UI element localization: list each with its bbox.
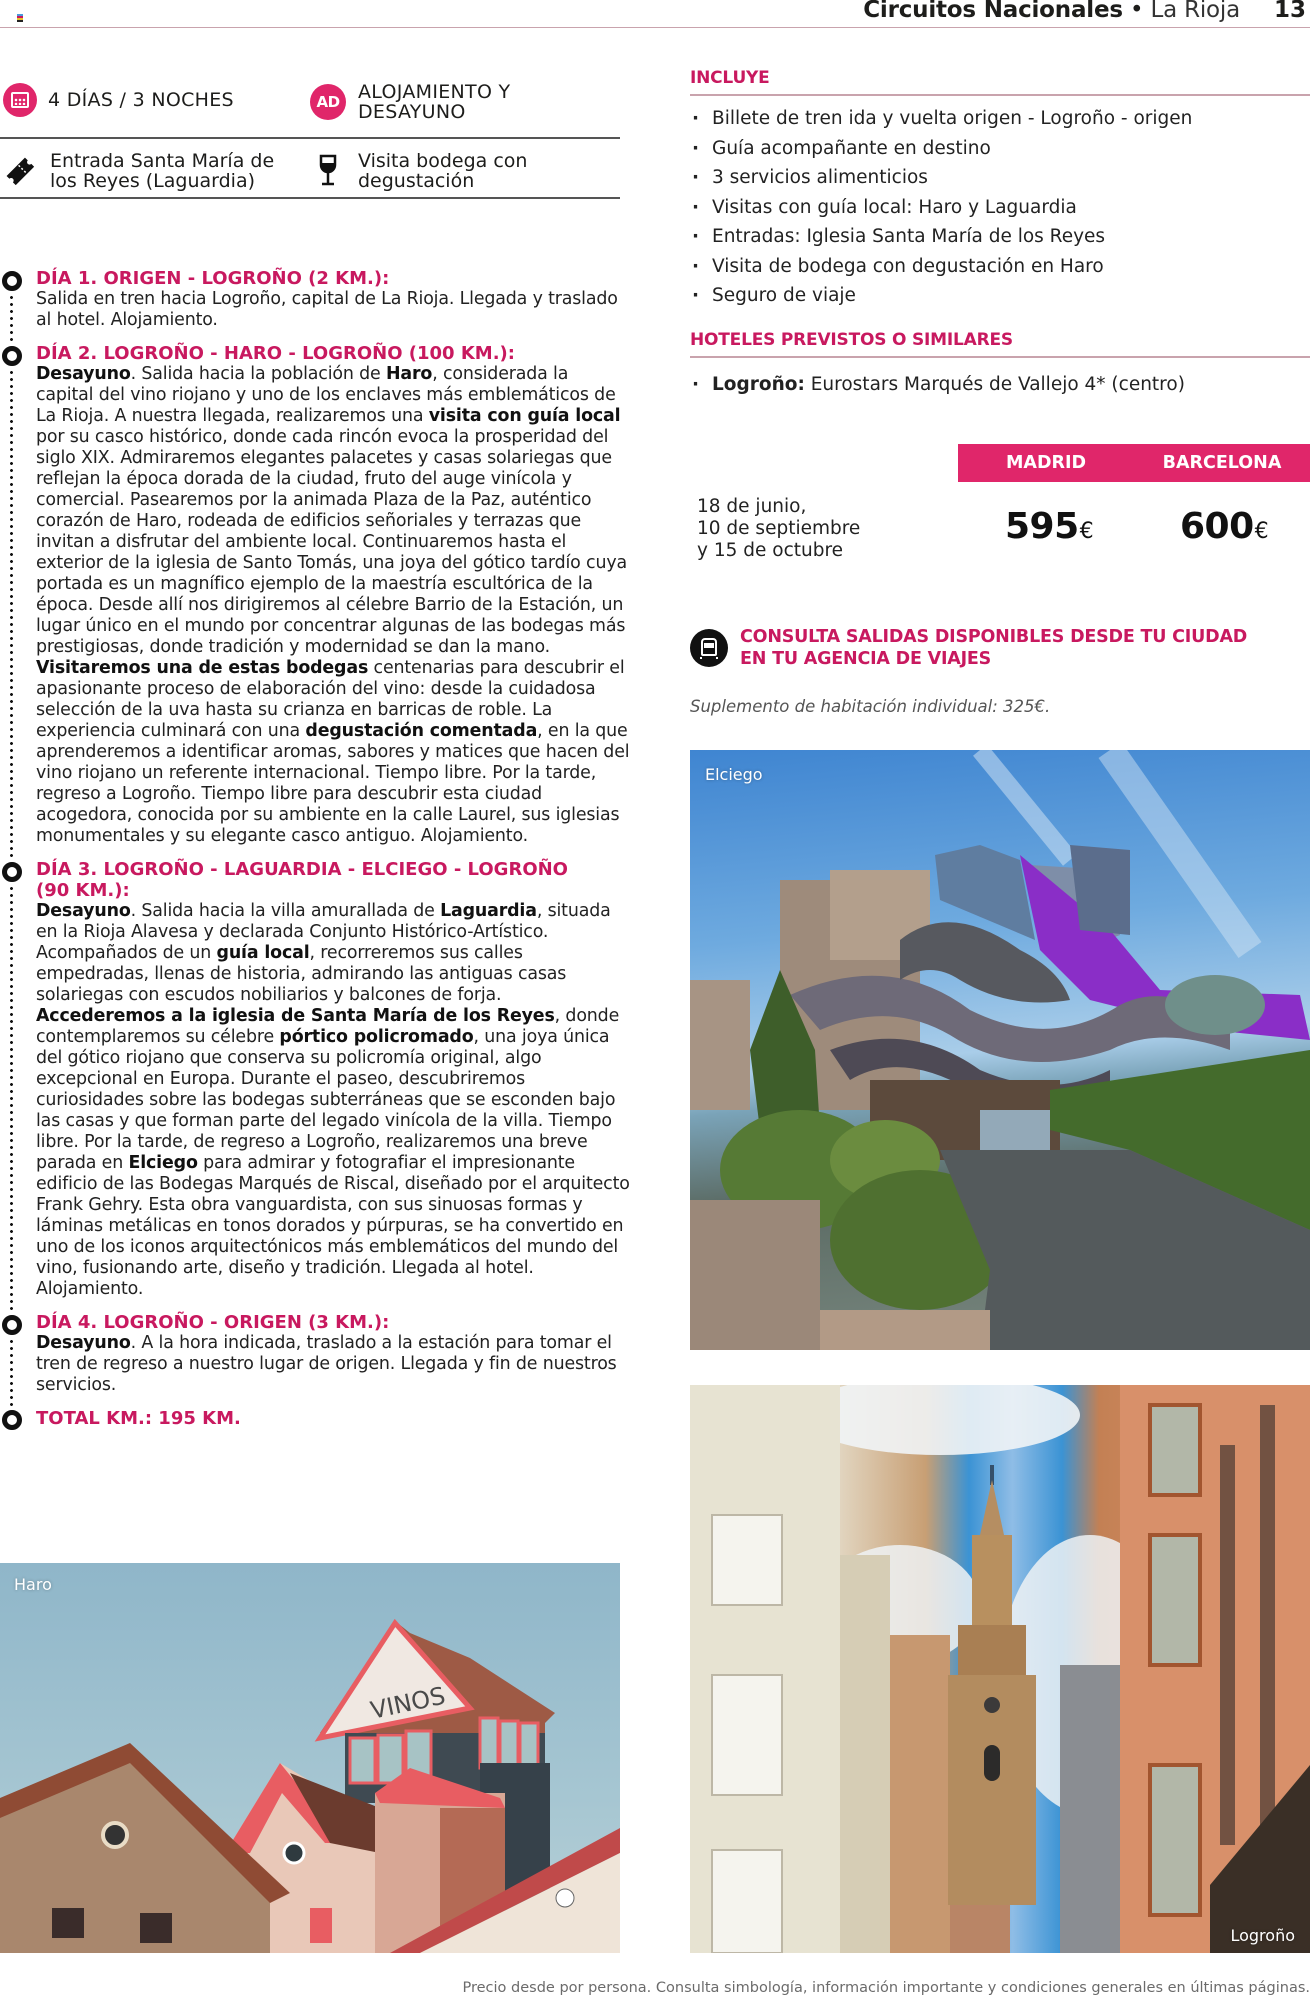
incluye-heading: INCLUYE <box>690 68 1310 96</box>
itinerary-day-1 <box>0 268 630 331</box>
title-separator: • <box>1122 0 1151 23</box>
itinerary-total <box>0 1408 630 1429</box>
timeline-bullet-icon <box>2 271 22 291</box>
day-description: Desayuno. Salida hacia la población de Haro, considerada la capital del vino riojano y uno de los enclaves más emblemáticos de La Rioja. A nuestra llegada, realizaremos una visita con guía local por su casco histórico, donde cada rincón evoca la prosperidad del siglo XIX. Admiraremos elegantes palacetes y casas solariegas que reflejan la época dorada de la ciudad, fruto del auge vinícola y comercial. Pasearemos por la animada Plaza de la Paz, auténtico corazón de Haro, rodeada de edificios señoriales y terrazas que invitan a disfrutar del ambiente local. Continuaremos hasta el exterior de la iglesia de Santo Tomás, una joya del gótico tardío cuya portada es un magnífico ejemplo de la maestría escultórica de la época. Desde allí nos dirigiremos al célebre Barrio de la Estación, un lugar único en el mundo por concentrar algunas de las bodegas más prestigiosas, donde tradición y modernidad se dan la mano. Visitaremos una de estas bodegas centenarias para descubrir el apasionante proceso de elaboración del vino: desde la cuidadosa selección de la uva hasta su crianza en barricas de roble. La experiencia culminará con una degustación comentada, en la que aprenderemos a identificar aromas, sabores y matices que hacen del vino riojano un referente internacional. Tiempo libre. Por la tarde, regreso a Logroño. Tiempo libre para descubrir esta ciudad acogedora, conocida por su ambiente en la calle Laurel, sus iglesias monumentales y su elegante casco antiguo. Alojamiento. <box>36 364 630 846</box>
hotel-name: Eurostars Marqués de Vallejo 4* (centro) <box>804 373 1185 395</box>
consulta-notice <box>690 626 1247 670</box>
photo-elciego <box>690 750 1310 1350</box>
ad-badge-icon: AD <box>310 84 346 120</box>
day-title: DÍA 2. LOGROÑO - HARO - LOGROÑO (100 KM.): <box>36 343 515 364</box>
photo-caption: Elciego <box>705 765 763 784</box>
feature-row <box>0 139 620 199</box>
hoteles-heading: HOTELES PREVISTOS O SIMILARES <box>690 330 1310 358</box>
timeline-dotted-line <box>10 885 13 1310</box>
timeline-bullet-icon <box>2 1410 22 1430</box>
list-item: · Visitas con guía local: Haro y Laguardia <box>690 193 1310 223</box>
total-km: TOTAL KM.: 195 KM. <box>36 1408 241 1429</box>
departure-dates: 18 de junio, 10 de septiembre y 15 de octubre <box>697 496 861 561</box>
timeline-bullet-icon <box>2 862 22 882</box>
itinerary-day-3 <box>0 859 630 1300</box>
consulta-text: CONSULTA SALIDAS DISPONIBLES DESDE TU CIUDAD EN TU AGENCIA DE VIAJES <box>740 627 1248 669</box>
day-description: Salida en tren hacia Logroño, capital de La Rioja. Llegada y traslado al hotel. Alojamiento. <box>36 289 618 330</box>
price-barcelona: 600€ <box>1180 506 1269 547</box>
calendar-icon <box>2 82 38 118</box>
price-table-header <box>958 444 1310 482</box>
photo-caption: Haro <box>14 1575 52 1594</box>
list-item: · Visita de bodega con degustación en Haro <box>690 252 1310 282</box>
list-item: · Seguro de viaje <box>690 281 1310 311</box>
page-header <box>0 0 1310 28</box>
list-item: · 3 servicios alimenticios <box>690 163 1310 193</box>
feature-board <box>310 82 510 122</box>
timeline-dotted-line <box>10 369 13 857</box>
section-title-region: La Rioja <box>1150 0 1240 23</box>
page-number: 13 <box>1273 0 1306 23</box>
photo-haro <box>0 1563 620 1953</box>
day-title: DÍA 3. LOGROÑO - LAGUARDIA - ELCIEGO - LOGROÑO (90 KM.): <box>36 859 568 901</box>
wine-glass-icon <box>310 153 346 189</box>
print-color-marks <box>17 14 23 22</box>
section-title <box>863 0 1240 23</box>
hotel-city: Logroño: <box>712 373 805 395</box>
itinerary-day-2 <box>0 343 630 847</box>
feature-duration-label: 4 DÍAS / 3 NOCHES <box>48 89 234 111</box>
right-column <box>690 68 1310 399</box>
column-madrid: MADRID <box>1006 453 1086 473</box>
hoteles-list <box>690 370 1310 400</box>
list-item: · Guía acompañante en destino <box>690 134 1310 164</box>
single-room-supplement: Suplemento de habitación individual: 325€. <box>690 697 1051 716</box>
list-item: · Billete de tren ida y vuelta origen - Logroño - origen <box>690 104 1310 134</box>
timeline-dotted-line <box>10 1338 13 1406</box>
timeline-bullet-icon <box>2 346 22 366</box>
day-title: DÍA 4. LOGROÑO - ORIGEN (3 KM.): <box>36 1312 390 1333</box>
day-title: DÍA 1. ORIGEN - LOGROÑO (2 KM.): <box>36 268 390 289</box>
day-description: Desayuno. Salida hacia la villa amurallada de Laguardia, situada en la Rioja Alavesa y declarada Conjunto Histórico-Artístico. Acompañados de un guía local, recorreremos sus calles empedradas, llenas de historia, admirando las antiguas casas solariegas con escudos nobiliarios y balcones de forja. Accederemos a la iglesia de Santa María de los Reyes, donde contemplaremos su célebre pórtico policromado, una joya única del gótico riojano que conserva su policromía original, algo excepcional en Europa. Durante el paseo, descubriremos curiosidades sobre las bodegas subterráneas que se esconden bajo las casas y que forman parte del legado vinícola de la villa. Tiempo libre. Por la tarde, de regreso a Logroño, realizaremos una breve parada en Elciego para admirar y fotografiar el impresionante edificio de las Bodegas Marqués de Riscal, diseñado por el arquitecto Frank Gehry. Esta obra vanguardista, con sus sinuosas formas y láminas metálicas en tonos dorados y púrpuras, se ha convertido en uno de los iconos arquitectónicos más emblemáticos del mundo del vino, fusionando arte, diseño y tradición. Llegada al hotel. Alojamiento. <box>36 901 630 1299</box>
price-madrid: 595€ <box>1005 506 1094 547</box>
feature-entrance <box>2 151 274 191</box>
itinerary <box>0 268 630 1429</box>
itinerary-day-4 <box>0 1312 630 1396</box>
column-barcelona: BARCELONA <box>1162 453 1282 473</box>
feature-row <box>0 76 620 139</box>
footer-disclaimer: Precio desde por persona. Consulta simbología, información importante y condiciones generales en últimas páginas. <box>462 1980 1310 1996</box>
photo-caption: Logroño <box>1230 1926 1295 1945</box>
timeline-bullet-icon <box>2 1315 22 1335</box>
feature-board-label: ALOJAMIENTO Y DESAYUNO <box>358 81 511 123</box>
incluye-list <box>690 104 1310 311</box>
svg-text:VINOS: VINOS <box>368 1681 448 1725</box>
price-table <box>690 444 1310 574</box>
feature-winery <box>310 151 527 191</box>
timeline-dotted-line <box>10 294 13 341</box>
feature-duration <box>2 82 234 118</box>
feature-entrance-label: Entrada Santa María de los Reyes (Laguardia) <box>50 150 275 192</box>
list-item: · Entradas: Iglesia Santa María de los Reyes <box>690 222 1310 252</box>
day-description: Desayuno. A la hora indicada, traslado a la estación para tomar el tren de regreso a nuestro lugar de origen. Llegada y fin de nuestros servicios. <box>36 1333 617 1395</box>
photo-logrono <box>690 1385 1310 1953</box>
feature-winery-label: Visita bodega con degustación <box>358 150 528 192</box>
section-title-main: Circuitos Nacionales <box>863 0 1123 23</box>
hotel-item <box>690 370 1310 400</box>
train-icon <box>690 629 728 667</box>
ticket-icon <box>2 153 38 189</box>
trip-features <box>0 76 620 199</box>
